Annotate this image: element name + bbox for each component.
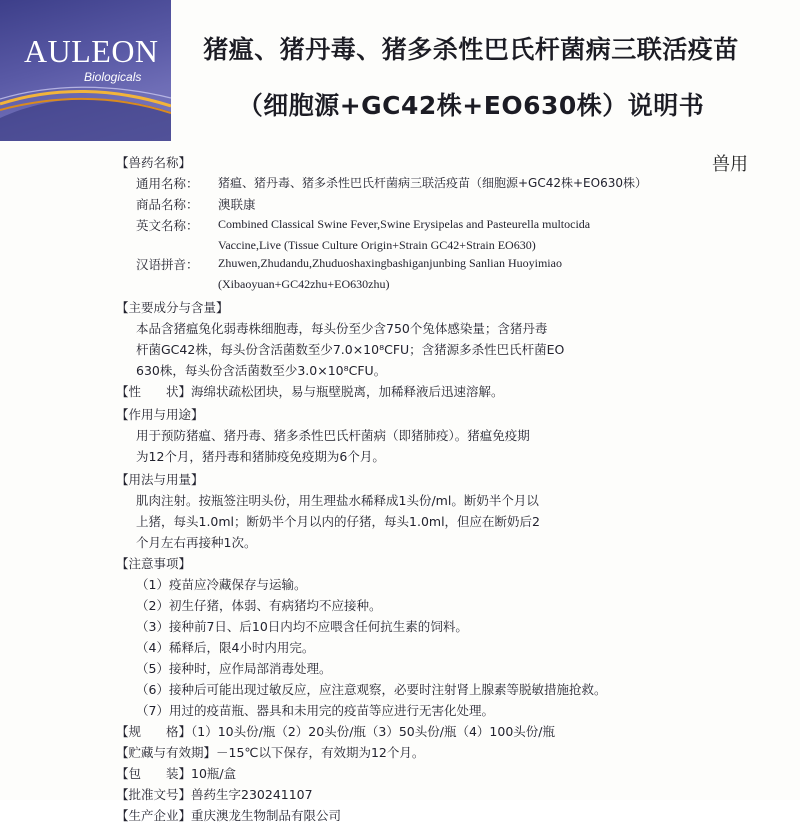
field-label: 英文名称： [136,218,199,233]
section-header: 【注意事项】 [116,556,192,571]
section-text: 兽药生字230241107 [191,787,313,802]
section-properties [116,381,756,402]
section-header: 【贮藏与有效期】 [116,745,217,760]
paragraph-line: 上猪，每头1.0ml；断奶半个月以内的仔猪，每头1.0ml，但应在断奶后2 [136,514,541,529]
paragraph-line: 630株，每头份含活菌数至少3.0×10⁸CFU。 [136,363,387,378]
section-header: 【规 格】 [116,724,192,739]
section-text: 10瓶/盒 [191,766,237,781]
section-precautions [116,553,756,721]
field-label: 商品名称： [136,197,199,212]
paragraph-line: 本品含猪瘟兔化弱毒株细胞毒，每头份至少含750个兔体感染量；含猪丹毒 [136,321,548,336]
precaution-item: （1）疫苗应冷藏保存与运输。 [136,577,307,592]
precaution-item: （3）接种前7日、后10日内均不应喂含任何抗生素的饲料。 [136,619,468,634]
field-value: Zhuwen,Zhudandu,Zhuduoshaxingbashiganjunbing Sanlian Huoyimiao [218,256,562,270]
field-value: Combined Classical Swine Fever,Swine Erysipelas and Pasteurella multocida [218,217,591,231]
section-text: －15℃以下保存，有效期为12个月。 [216,745,425,760]
title-line-1: 猪瘟、猪丹毒、猪多杀性巴氏杆菌病三联活疫苗 [203,35,739,64]
section-manufacturer [116,805,756,826]
field-value-continued: Vaccine,Live (Tissue Culture Origin+Strain GC42+Strain EO630) [218,238,536,252]
paragraph-line: 肌肉注射。按瓶签注明头份，用生理盐水稀释成1头份/ml。断奶半个月以 [136,493,539,508]
section-header: 【性 状】 [116,384,192,399]
section-header: 【批准文号】 [116,787,192,802]
paragraph-line: 为12个月，猪丹毒和猪肺疫免疫期为6个月。 [136,449,385,464]
field-label: 汉语拼音： [136,257,199,272]
section-storage [116,742,756,763]
title-line-2: （细胞源+GC42株+EO630株）说明书 [237,91,705,120]
brand-subtitle: Biologicals [84,70,142,84]
section-header: 【生产企业】 [116,808,192,823]
paragraph-line: 用于预防猪瘟、猪丹毒、猪多杀性巴氏杆菌病（即猪肺疫）。猪瘟免疫期 [136,428,530,443]
precaution-item: （2）初生仔猪，体弱、有病猪均不应接种。 [136,598,382,613]
section-header: 【用法与用量】 [116,472,204,487]
section-header: 【包 装】 [116,766,192,781]
brand-name: AULEON [24,33,159,69]
section-packaging [116,763,756,784]
section-specs [116,721,756,742]
section-header: 【主要成分与含量】 [116,300,229,315]
paragraph-line: 杆菌GC42株，每头份含活菌数至少7.0×10⁸CFU；含猪源多杀性巴氏杆菌EO [136,342,565,357]
section-dosage [116,469,756,553]
section-text: （1）10头份/瓶（2）20头份/瓶（3）50头份/瓶（4）100头份/瓶 [191,724,555,739]
section-composition [116,297,756,381]
paragraph-line: 个月左右再接种1次。 [136,535,257,550]
field-value: 澳联康 [218,197,256,212]
section-usage [116,404,756,467]
section-header: 【兽药名称】 [116,155,192,170]
section-drug-name [116,152,756,293]
section-approval [116,784,756,805]
section-text: 重庆澳龙生物制品有限公司 [191,808,342,823]
veterinary-badge: 兽用 [712,154,748,175]
section-header: 【作用与用途】 [116,407,204,422]
precaution-item: （7）用过的疫苗瓶、器具和未用完的疫苗等应进行无害化处理。 [136,703,494,718]
field-value-continued: (Xibaoyuan+GC42zhu+EO630zhu) [218,277,390,291]
brand-logo [0,0,171,141]
precaution-item: （4）稀释后，限4小时内用完。 [136,640,315,655]
precaution-item: （6）接种后可能出现过敏反应，应注意观察，必要时注射肾上腺素等脱敏措施抢救。 [136,682,607,697]
field-value: 猪瘟、猪丹毒、猪多杀性巴氏杆菌病三联活疫苗（细胞源+GC42株+EO630株） [218,176,647,190]
precaution-item: （5）接种时，应作局部消毒处理。 [136,661,332,676]
instruction-body [116,152,756,826]
field-label: 通用名称： [136,176,199,191]
section-text: 海绵状疏松团块，易与瓶壁脱离，加稀释液后迅速溶解。 [191,384,504,399]
